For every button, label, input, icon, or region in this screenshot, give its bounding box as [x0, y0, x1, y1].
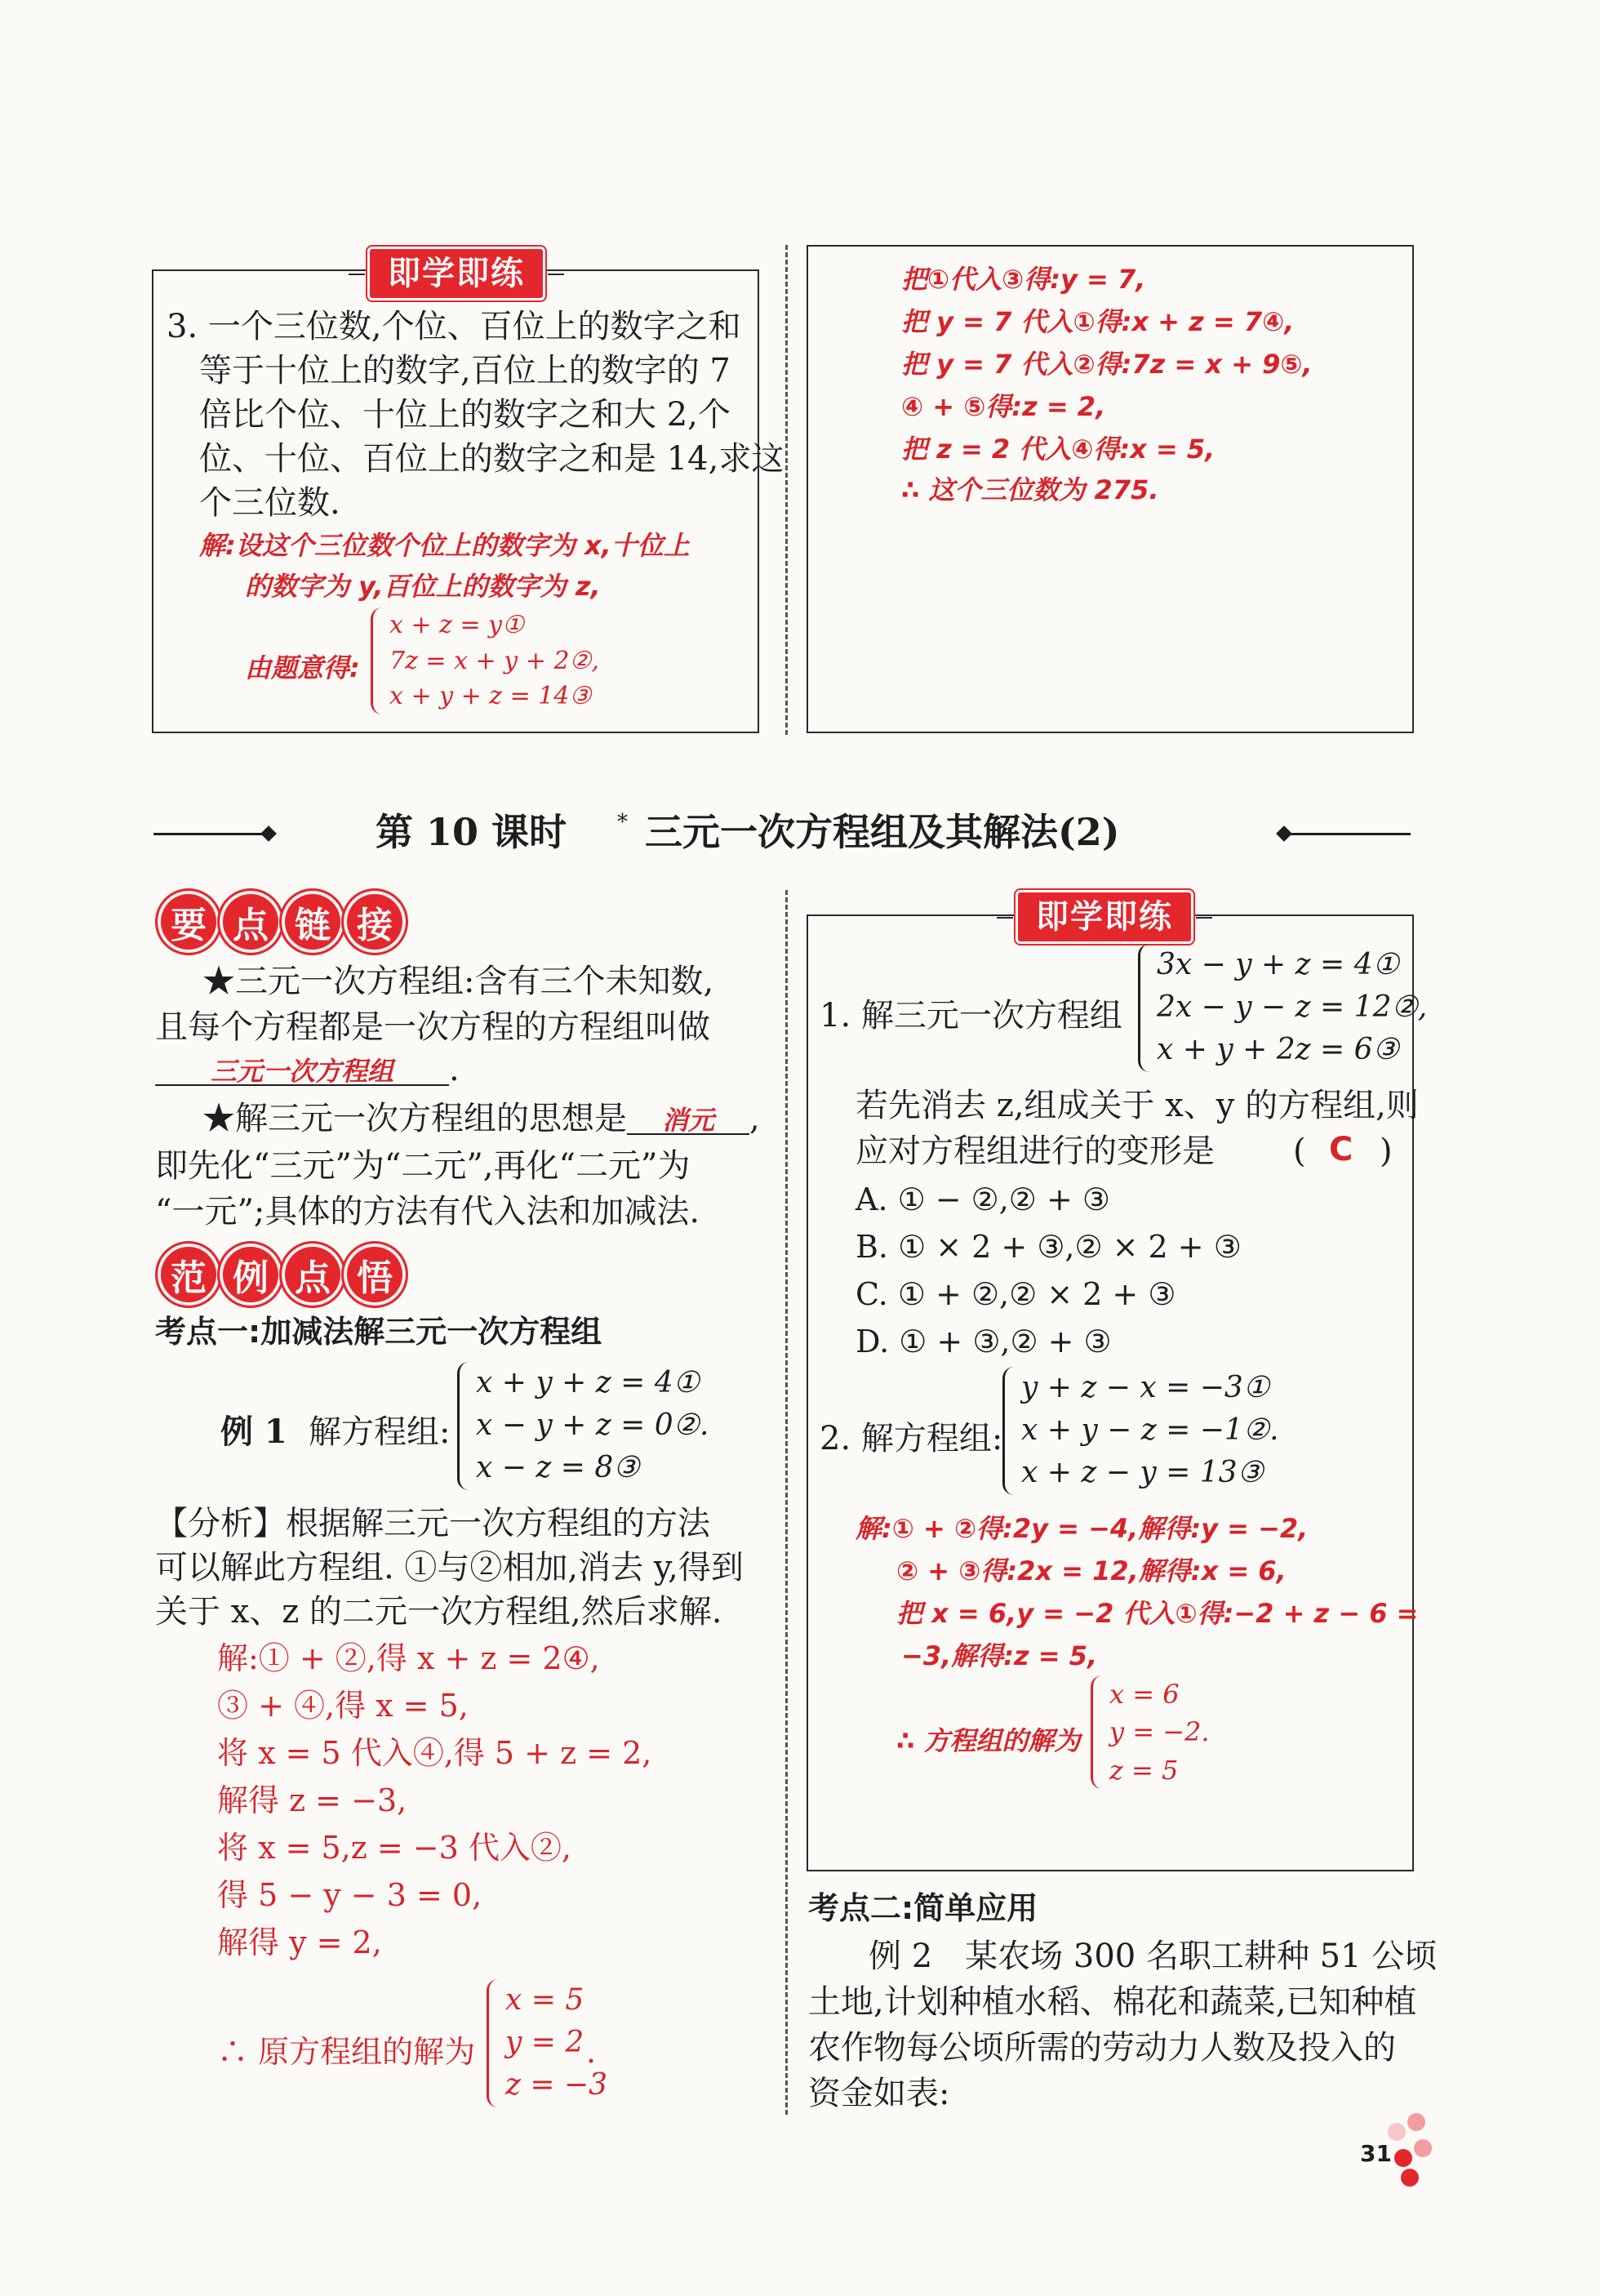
equation-row: 3x − y + z = 4① [1157, 948, 1399, 981]
brace [1002, 1367, 1016, 1495]
answer-line: ④ + ⑤得:z = 2, [901, 391, 1106, 422]
section-title: 三元一次方程组及其解法(2) [645, 810, 1120, 854]
question-line: 若先消去 z,组成关于 x、y 的方程组,则 [856, 1087, 1419, 1124]
key-point-blank-line [155, 1053, 460, 1086]
answer-line: 把 x = 6,y = −2 代入①得:−2 + z − 6 = [896, 1598, 1419, 1629]
key-points-heading [155, 888, 403, 955]
key-point-line: “一元”;具体的方法有代入法和加减法. [155, 1193, 700, 1230]
equation-row: 7z = x + y + 2②, [389, 646, 599, 675]
question-line: 个三位数. [199, 484, 340, 522]
solution-line: 解得 z = −3, [217, 1782, 407, 1818]
column-divider [785, 890, 788, 2115]
question-line: 倍比个位、十位上的数字之和大 2,个 [199, 396, 731, 434]
solution-suffix: . [586, 2034, 597, 2070]
option-b: B. ① × 2 + ③,② × 2 + ③ [856, 1229, 1242, 1265]
lesson-number: 第 10 课时 [376, 810, 567, 854]
solution-line: ③ + ④,得 x = 5, [217, 1688, 469, 1724]
solution-system [1091, 1675, 1210, 1789]
equation-system [1002, 1367, 1279, 1495]
answer-line: ② + ③得:2x = 12,解得:x = 6, [896, 1555, 1287, 1586]
solution-prefix: ∴ 原方程组的解为 [217, 2034, 476, 2070]
answer-line: ∴ 这个三位数为 275. [901, 474, 1159, 505]
solution-prefix: ∴ 方程组的解为 [896, 1725, 1081, 1756]
question-line: 等于十位上的数字,百位上的数字的 7 [199, 352, 731, 389]
brace [457, 1362, 471, 1490]
solution-row: x = 6 [1109, 1679, 1180, 1710]
fill-blank: 消元 [627, 1107, 749, 1135]
analysis-line: 【分析】根据解三元一次方程组的方法 [155, 1505, 710, 1542]
topic-heading: 考点二:简单应用 [808, 1890, 1038, 1926]
solution-row: z = 5 [1109, 1754, 1179, 1786]
hex-dot [1401, 2169, 1419, 2187]
key-point-line: 且每个方程都是一次方程的方程组叫做 [155, 1008, 710, 1046]
answer-line: 的数字为 y,百位上的数字为 z, [245, 571, 601, 602]
option-c: C. ① + ②,② × 2 + ③ [856, 1276, 1176, 1312]
example-2-line: 农作物每公顷所需的劳动力人数及投入的 [808, 2029, 1396, 2067]
examples-heading [155, 1241, 403, 1308]
hex-dot [1414, 2139, 1432, 2157]
key-point-line: ★三元一次方程组:含有三个未知数, [202, 963, 714, 1000]
answer-line: 把 y = 7 代入②得:7z = x + 9⑤, [901, 349, 1313, 380]
equation-system [1138, 944, 1427, 1072]
equation-system [457, 1362, 709, 1490]
answer-line: 解:① + ②得:2y = −4,解得:y = −2, [856, 1513, 1309, 1544]
question-line: 3. 一个三位数,个位、百位上的数字之和 [167, 308, 741, 345]
solution-row: x = 5 [505, 1983, 584, 2017]
heading-char: 要 [155, 888, 222, 955]
question-2-prefix: 2. 解方程组: [820, 1420, 1003, 1457]
brace [371, 607, 384, 714]
title-diamond-left [260, 825, 277, 842]
equation-row: x + y − z = −1②. [1021, 1413, 1279, 1448]
title-star: * [617, 810, 628, 834]
heading-char: 点 [217, 888, 284, 955]
solution-row: y = −2. [1109, 1716, 1210, 1748]
equation-system [371, 607, 599, 714]
example-2-line: 资金如表: [808, 2075, 950, 2112]
answer-line: 解:设这个三位数个位上的数字为 x,十位上 [199, 530, 690, 561]
option-d: D. ① + ③,② + ③ [856, 1324, 1112, 1359]
hex-dot [1394, 2149, 1412, 2167]
topic-heading: 考点一:加减法解三元一次方程组 [155, 1314, 602, 1350]
solution-row: y = 2 [505, 2026, 584, 2060]
solution-line: 将 x = 5,z = −3 代入②, [217, 1830, 571, 1866]
answer-paren-open: ( [1293, 1132, 1306, 1170]
option-a: A. ① − ②,② + ③ [856, 1181, 1110, 1217]
example-prefix: 解方程组: [309, 1413, 451, 1451]
example-2-line: 土地,计划种植水稻、棉花和蔬菜,已知种植 [808, 1983, 1417, 2021]
equation-row: x − y + z = 0②. [476, 1408, 709, 1443]
analysis-line: 可以解此方程组. ①与②相加,消去 y,得到 [155, 1549, 744, 1586]
question-line: 位、十位、百位上的数字之和是 14,求这 [199, 440, 784, 478]
answer-line: 把 z = 2 代入④得:x = 5, [901, 434, 1216, 465]
heading-char: 链 [279, 888, 346, 955]
equation-row: y + z − x = −3① [1021, 1371, 1270, 1404]
analysis-line: 关于 x、z 的二元一次方程组,然后求解. [155, 1593, 722, 1631]
answer-paren-close: ) [1380, 1132, 1393, 1170]
question-line: 应对方程组进行的变形是 [856, 1132, 1215, 1170]
equation-row: x + z = y① [389, 611, 524, 639]
solution-line: 得 5 − y − 3 = 0, [217, 1877, 482, 1913]
answer-line: −3,解得:z = 5, [901, 1640, 1098, 1671]
page-number: 31 [1360, 2140, 1392, 2167]
answer-choice: C [1329, 1131, 1353, 1168]
question-1-prefix: 1. 解三元一次方程组 [820, 997, 1122, 1035]
brace [1091, 1675, 1104, 1789]
title-rule-right [1287, 833, 1411, 835]
hex-dot [1407, 2113, 1425, 2131]
key-point-text: ★解三元一次方程组的思想是 [202, 1100, 627, 1137]
hex-dot [1388, 2123, 1406, 2141]
example-label: 例 1 [220, 1413, 287, 1451]
answer-line: 把 y = 7 代入①得:x + z = 7④, [901, 306, 1295, 337]
practice-label: 即学即练 [1016, 890, 1193, 944]
equation-row: x + y + z = 4① [476, 1366, 700, 1399]
equation-row: 2x − y − z = 12②, [1157, 990, 1428, 1025]
equation-row: x + y + z = 14③ [389, 682, 592, 710]
heading-char: 悟 [341, 1241, 408, 1308]
key-point-line: 即先化“三元”为“二元”,再化“二元”为 [155, 1147, 691, 1185]
example-2-line: 例 2 某农场 300 名职工耕种 51 公顷 [869, 1938, 1438, 1975]
heading-char: 例 [217, 1241, 284, 1308]
equation-row: x + y + 2z = 6③ [1157, 1033, 1399, 1067]
answer-line: 把①代入③得:y = 7, [901, 264, 1146, 295]
practice-label: 即学即练 [367, 247, 545, 300]
equation-row: x + z − y = 13③ [1021, 1456, 1264, 1490]
equation-row: x − z = 8③ [476, 1451, 640, 1485]
heading-char: 接 [341, 888, 408, 955]
system-prefix: 由题意得: [245, 652, 360, 683]
punctuation: . [449, 1051, 460, 1088]
solution-line: 解:① + ②,得 x + z = 2④, [217, 1640, 600, 1676]
solution-row: z = −3 [505, 2068, 608, 2102]
solution-line: 解得 y = 2, [217, 1924, 382, 1960]
key-point-line [202, 1102, 760, 1135]
title-rule-left [153, 833, 268, 835]
brace [487, 1979, 500, 2107]
solution-line: 将 x = 5 代入④,得 5 + z = 2, [217, 1735, 652, 1771]
heading-char: 范 [155, 1241, 222, 1308]
fill-blank: 三元一次方程组 [155, 1058, 449, 1086]
heading-char: 点 [279, 1241, 346, 1308]
column-divider [785, 245, 788, 735]
brace [1138, 944, 1152, 1072]
punctuation: , [749, 1100, 760, 1137]
